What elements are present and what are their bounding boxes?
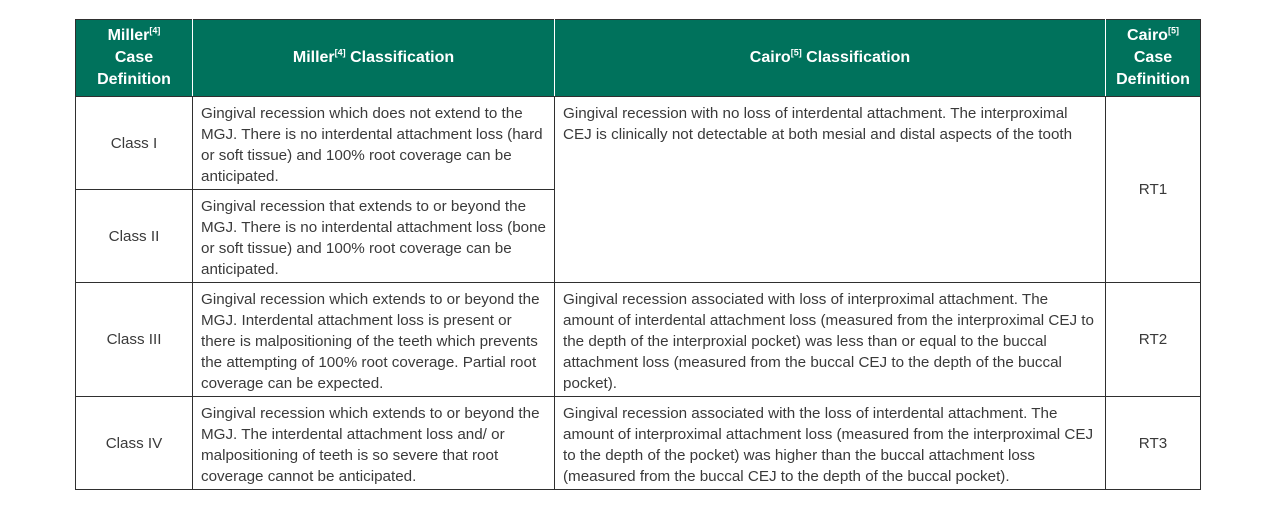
header-cairo-case-definition-label: Case Definition (1116, 49, 1190, 88)
miller-classification-cell: Gingival recession that extends to or beyond the MGJ. There is no interdental attachment loss (bone or soft tissue) and 100% root coverage can be anticipated. (193, 190, 555, 283)
cairo-classification-cell: Gingival recession with no loss of interdental attachment. The interproximal CEJ is clinically not detectable at both mesial and distal aspects of the tooth (555, 97, 1106, 283)
header-miller-classification-ref: [4] (334, 47, 346, 58)
header-miller-case-definition-label: Case Definition (97, 49, 171, 88)
header-miller-classification-label: Classification (345, 49, 455, 66)
header-cairo-case-definition (1106, 20, 1201, 97)
header-cairo-classification (555, 20, 1106, 97)
miller-case-cell: Class IV (76, 397, 193, 490)
header-miller-case-definition (76, 20, 193, 97)
cairo-case-cell: RT2 (1106, 283, 1201, 397)
cairo-classification-cell: Gingival recession associated with the loss of interdental attachment. The amount of interproximal attachment loss (measured from the interproximal CEJ to the depth of the pocket) was higher than the buccal attachment loss (measured from the buccal CEJ to the depth of the buccal pocket). (555, 397, 1106, 490)
header-cairo-case-definition-ref: [5] (1167, 25, 1179, 36)
miller-case-cell: Class III (76, 283, 193, 397)
header-cairo-classification-name: Cairo (749, 49, 791, 66)
header-row (76, 20, 1201, 97)
header-miller-case-definition-name: Miller (107, 27, 150, 44)
miller-case-cell: Class II (76, 190, 193, 283)
table-body (76, 97, 1201, 490)
classification-table-wrapper (75, 19, 1200, 490)
header-miller-classification (193, 20, 555, 97)
miller-case-cell: Class I (76, 97, 193, 190)
recession-classification-table (75, 19, 1201, 490)
header-cairo-classification-label: Classification (801, 49, 911, 66)
header-cairo-case-definition-name: Cairo (1127, 27, 1168, 44)
miller-classification-cell: Gingival recession which does not extend to the MGJ. There is no interdental attachment loss (hard or soft tissue) and 100% root coverage can be anticipated. (193, 97, 555, 190)
cairo-classification-cell: Gingival recession associated with loss of interproximal attachment. The amount of interdental attachment loss (measured from the interproximal CEJ to the depth of the interproxial pocket) was less than or equal to the buccal attachment loss (measured from the buccal CEJ to the depth of the buccal pocket). (555, 283, 1106, 397)
miller-classification-cell: Gingival recession which extends to or beyond the MGJ. Interdental attachment loss is present or there is malpositioning of the teeth which prevents the attempting of 100% root coverage. Partial root coverage can be expected. (193, 283, 555, 397)
table-row (76, 283, 1201, 397)
header-cairo-classification-ref: [5] (790, 47, 802, 58)
cairo-case-cell: RT3 (1106, 397, 1201, 490)
table-row (76, 397, 1201, 490)
header-miller-case-definition-ref: [4] (149, 25, 161, 36)
header-miller-classification-name: Miller (292, 49, 335, 66)
cairo-case-cell: RT1 (1106, 97, 1201, 283)
table-header (76, 20, 1201, 97)
miller-classification-cell: Gingival recession which extends to or beyond the MGJ. The interdental attachment loss and/ or malpositioning of teeth is so severe that root coverage cannot be anticipated. (193, 397, 555, 490)
table-row (76, 97, 1201, 190)
